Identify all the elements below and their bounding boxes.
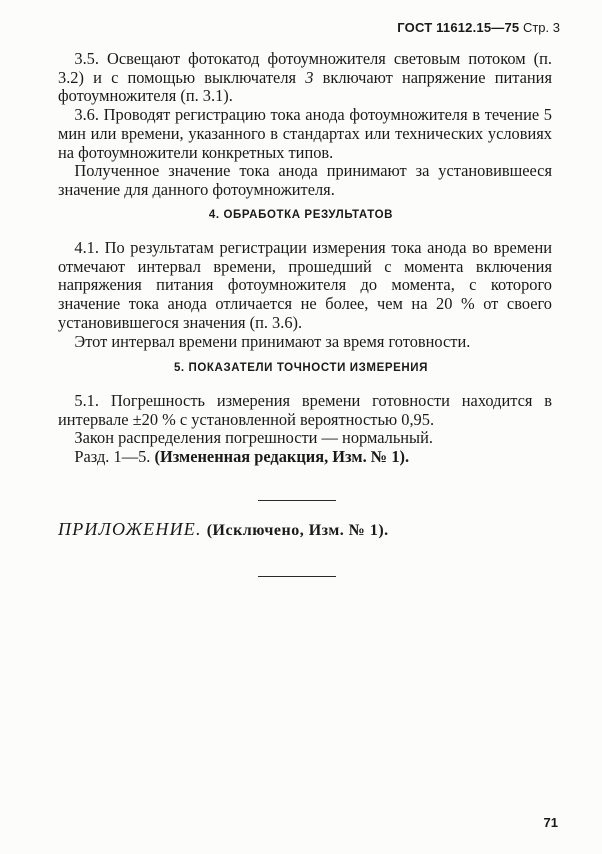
section-5-heading: 5. ПОКАЗАТЕЛИ ТОЧНОСТИ ИЗМЕРЕНИЯ bbox=[173, 362, 429, 374]
paragraph-3-6: 3.6. Проводят регистрацию тока анода фотоумножителя в течение 5 мин или времени, указанного в стандартах или технических условиях на фотоумножители конкретных типов. bbox=[58, 105, 552, 162]
page-header bbox=[397, 20, 560, 35]
page-label: Стр. 3 bbox=[522, 20, 560, 35]
paragraph-4-note: Этот интервал времени принимают за время готовности. bbox=[74, 331, 471, 351]
page-number: 71 bbox=[543, 815, 558, 830]
paragraph-3-5: 3.5. Освещают фотокатод фотоумножителя световым потоком (п. 3.2) и с помощью выключателя 3 включают напряжение питания фотоумножителя (п. 3.1). bbox=[58, 49, 552, 106]
paragraph-4-1: 4.1. По результатам регистрации измерения тока анода во времени отмечают интервал времени, прошедший с момента включения напряжения питания фотоумножителя до момента, с которого значение тока анода отличается не более, чем на 20 % от своего установившегося значения (п. 3.6). bbox=[58, 238, 552, 332]
paragraph-result: Полученное значение тока анода принимают за установившееся значение для данного фотоумножителя. bbox=[58, 161, 552, 199]
appendix-note: (Исключено, Изм. № 1). bbox=[206, 522, 389, 539]
section5-body bbox=[58, 392, 552, 467]
appendix-title: ПРИЛОЖЕНИЕ. bbox=[58, 519, 202, 539]
standard-number: ГОСТ 11612.15—75 bbox=[397, 20, 520, 35]
paragraph-5-law: Закон распределения погрешности — нормальный. bbox=[74, 428, 433, 448]
section4-body bbox=[58, 239, 552, 351]
section3-continuation bbox=[58, 50, 552, 200]
divider-rule-bottom bbox=[258, 576, 336, 577]
paragraph-revision: Разд. 1—5. (Измененная редакция, Изм. № 1). bbox=[74, 447, 410, 467]
section-4-heading: 4. ОБРАБОТКА РЕЗУЛЬТАТОВ bbox=[208, 209, 394, 221]
divider-rule-top bbox=[258, 500, 336, 501]
paragraph-5-1: 5.1. Погрешность измерения времени готовности находится в интервале ±20 % с установленной вероятностью 0,95. bbox=[58, 391, 552, 429]
appendix-line bbox=[58, 519, 389, 540]
